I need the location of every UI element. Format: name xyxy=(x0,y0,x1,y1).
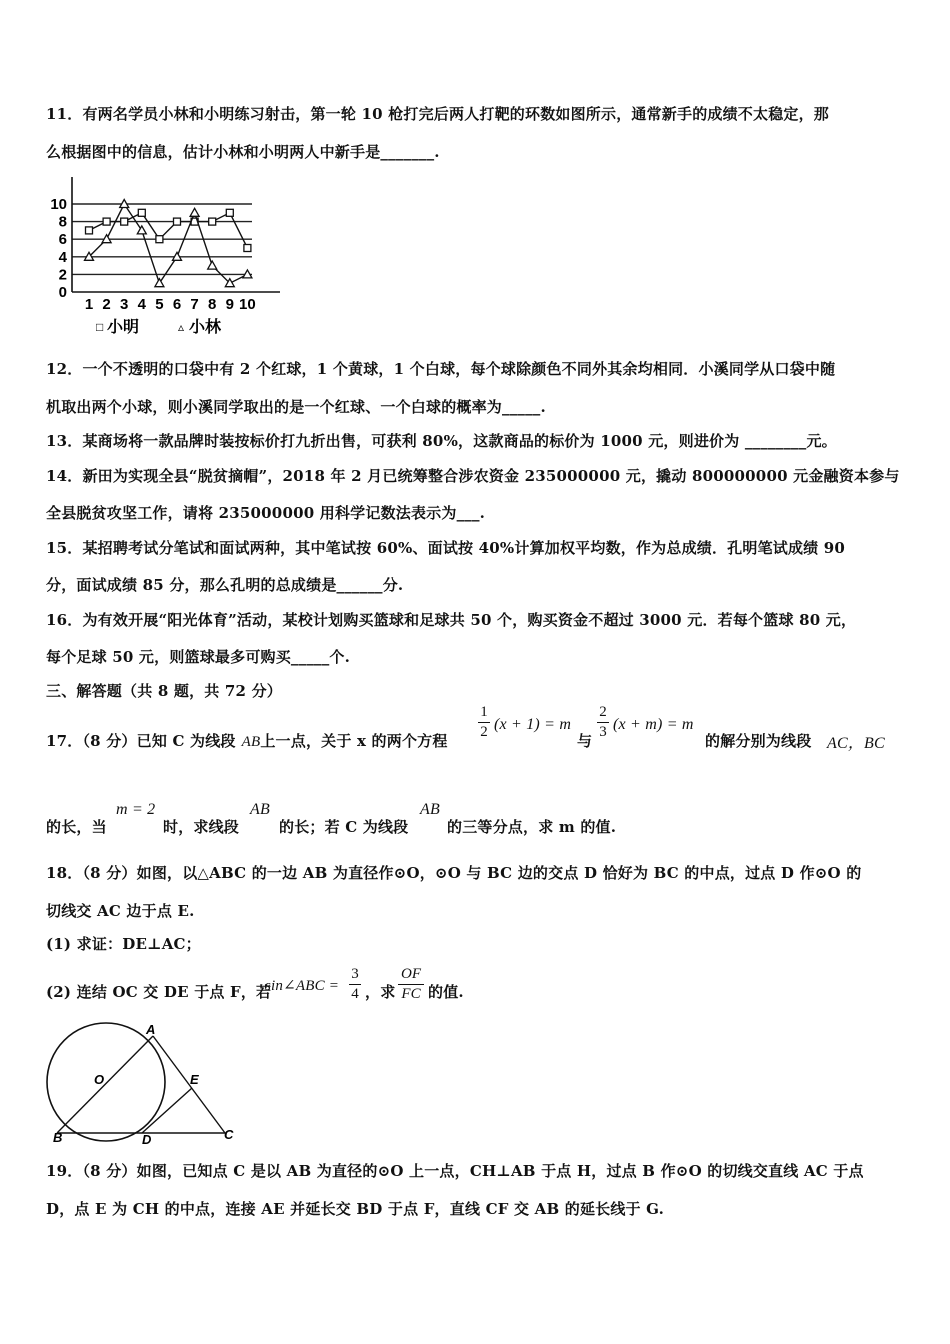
q18-part-2-text: (2) 连结 OC 交 DE 于点 F，若 xyxy=(46,983,272,1001)
data-point-square xyxy=(121,218,128,225)
x-tick-label: 2 xyxy=(102,296,111,313)
q17-segment-ab-3: AB xyxy=(420,801,440,818)
segment-ab xyxy=(57,1036,153,1133)
q17-text-8: 的三等分点，求 m 的值. xyxy=(447,818,617,836)
q17-equation-1: (x + 1) = m xyxy=(494,716,572,733)
legend-symbol: ▵ xyxy=(178,320,185,334)
data-point-square xyxy=(103,218,110,225)
y-tick-label: 6 xyxy=(58,231,67,249)
legend-label: 小林 xyxy=(189,319,222,336)
q18-sin-num: 3 xyxy=(351,966,359,982)
q16-line1: 16．为有效开展“阳光体育”活动，某校计划购买篮球和足球共 50 个，购买资金不超过 3000 元．若每个篮球 80 元， xyxy=(46,611,857,629)
data-point-triangle xyxy=(190,208,199,216)
q17-equation-2: (x + m) = m xyxy=(613,716,694,733)
q18-part-2-text-c: 的值. xyxy=(428,983,464,1001)
x-tick-label: 7 xyxy=(190,296,199,313)
q18-part-2-text-b: ，求 xyxy=(365,983,396,1001)
q14-line1: 14．新田为实现全县“脱贫摘帽”，2018 年 2 月已统筹整合涉农资金 235000000 元，撬动 800000000 元金融资本参与 xyxy=(46,467,900,485)
q12-line2: 机取出两个小球，则小溪同学取出的是一个红球、一个白球的概率为_____. xyxy=(46,398,546,416)
label-o: O xyxy=(94,1072,105,1087)
q13-line: 13．某商场将一款品牌时装按标价打九折出售，可获利 80%，这款商品的标价为 1000 元，则进价为 ________元。 xyxy=(46,432,837,450)
q18-of-fc-fraction xyxy=(398,966,424,1003)
q12-line1: 12．一个不透明的口袋中有 2 个红球，1 个黄球，1 个白球，每个球除颜色不同外其余均相同．小溪同学从口袋中随 xyxy=(46,360,836,378)
series-line-square xyxy=(89,213,247,248)
q11-line2: 么根据图中的信息，估计小林和小明两人中新手是_______. xyxy=(46,143,440,161)
q17-text-3: 与 xyxy=(577,732,593,750)
q17-line1 xyxy=(46,730,448,751)
q17-text-6: 时，求线段 xyxy=(163,818,240,836)
q14-line2: 全县脱贫攻坚工作，请将 235000000 用科学记数法表示为___. xyxy=(46,504,486,522)
q17-frac1-num: 1 xyxy=(480,704,488,720)
q15-line1: 15．某招聘考试分笔试和面试两种，其中笔试按 60%、面试按 40%计算加权平均数，作为总成绩．孔明笔试成绩 90 xyxy=(46,539,846,557)
y-tick-label: 8 xyxy=(58,213,67,231)
q18-line2: 切线交 AC 边于点 E. xyxy=(46,902,195,920)
q19-line2: D，点 E 为 CH 的中点，连接 AE 并延长交 BD 于点 F，直线 CF 交 AB 的延长线于 G. xyxy=(46,1200,665,1218)
data-point-square xyxy=(174,218,181,225)
y-tick-label: 2 xyxy=(58,266,67,284)
q17-segments-ac-bc: AC，BC xyxy=(827,735,885,752)
label-e: E xyxy=(190,1072,199,1087)
circle-o xyxy=(47,1023,165,1141)
q11-line1: 11．有两名学员小林和小明练习射击，第一轮 10 枪打完后两人打靶的环数如图所示，通常新手的成绩不太稳定，那 xyxy=(46,105,829,123)
data-point-triangle xyxy=(208,261,217,269)
y-tick-label: 4 xyxy=(58,248,67,266)
label-b: B xyxy=(53,1130,63,1145)
q18-part-1: (1) 求证：DE⊥AC； xyxy=(46,935,201,953)
x-tick-label: 8 xyxy=(208,296,217,313)
q17-text-7: 的长；若 C 为线段 xyxy=(279,818,409,836)
q18-line1: 18．（8 分）如图，以△ABC 的一边 AB 为直径作⊙O，⊙O 与 BC 边的交点 D 恰好为 BC 的中点，过点 D 作⊙O 的 xyxy=(46,864,862,882)
q16-line2: 每个足球 50 元，则篮球最多可购买_____个. xyxy=(46,648,351,666)
x-tick-label: 6 xyxy=(172,296,182,313)
q15-line2: 分，面试成绩 85 分，那么孔明的总成绩是______分. xyxy=(46,576,404,594)
x-tick-label: 5 xyxy=(155,296,164,313)
q17-frac1-den: 2 xyxy=(480,724,488,740)
label-c: C xyxy=(224,1127,234,1142)
label-d: D xyxy=(142,1132,152,1145)
q18-of: OF xyxy=(401,966,421,982)
segment-ac xyxy=(153,1036,225,1133)
data-point-square xyxy=(86,227,93,234)
data-point-square xyxy=(138,209,145,216)
data-point-triangle xyxy=(155,279,164,287)
q18-sin-expression: sin∠ABC = xyxy=(265,978,340,994)
q18-geometry-figure xyxy=(40,1020,250,1145)
q18-sin-den: 4 xyxy=(351,986,359,1002)
q17-segment-ab: AB xyxy=(241,734,261,750)
x-tick-label: 3 xyxy=(120,296,129,313)
q17-text-4: 的解分别为线段 xyxy=(705,732,812,750)
label-a: A xyxy=(146,1022,156,1037)
segment-de xyxy=(142,1088,192,1133)
q19-line1: 19．（8 分）如图，已知点 C 是以 AB 为直径的⊙O 上一点，CH⊥AB 于点 H，过点 B 作⊙O 的切线交直线 AC 于点 xyxy=(46,1162,864,1180)
y-tick-label: 10 xyxy=(50,196,67,213)
data-point-square xyxy=(156,236,163,243)
q18-fc: FC xyxy=(401,986,421,1002)
section-3-heading: 三、解答题（共 8 题，共 72 分） xyxy=(46,682,283,700)
data-point-square xyxy=(244,245,251,252)
q18-sin-fraction xyxy=(349,966,361,1003)
x-tick-label: 9 xyxy=(225,296,234,313)
q17-fraction-2 xyxy=(597,704,609,741)
legend-label: 小明 xyxy=(107,319,140,336)
y-tick-label: 0 xyxy=(58,284,67,301)
x-tick-label: 4 xyxy=(137,296,146,313)
x-tick-label: 1 xyxy=(84,296,94,313)
q17-text-5: 的长，当 xyxy=(46,818,107,836)
q17-fraction-1 xyxy=(478,704,490,741)
data-point-square xyxy=(209,218,216,225)
q17-text-2: 上一点，关于 x 的两个方程 xyxy=(260,732,448,750)
q17-text-1: 17．（8 分）已知 C 为线段 xyxy=(46,732,236,750)
data-point-triangle xyxy=(137,226,146,234)
shooting-chart xyxy=(48,175,288,340)
q17-frac2-den: 3 xyxy=(599,724,607,740)
q17-segment-ab-2: AB xyxy=(250,801,270,818)
q17-m-equals-2: m = 2 xyxy=(116,801,156,818)
q17-frac2-num: 2 xyxy=(599,704,607,720)
legend-symbol: □ xyxy=(96,320,104,334)
data-point-square xyxy=(226,209,233,216)
x-tick-label: 10 xyxy=(239,296,256,313)
